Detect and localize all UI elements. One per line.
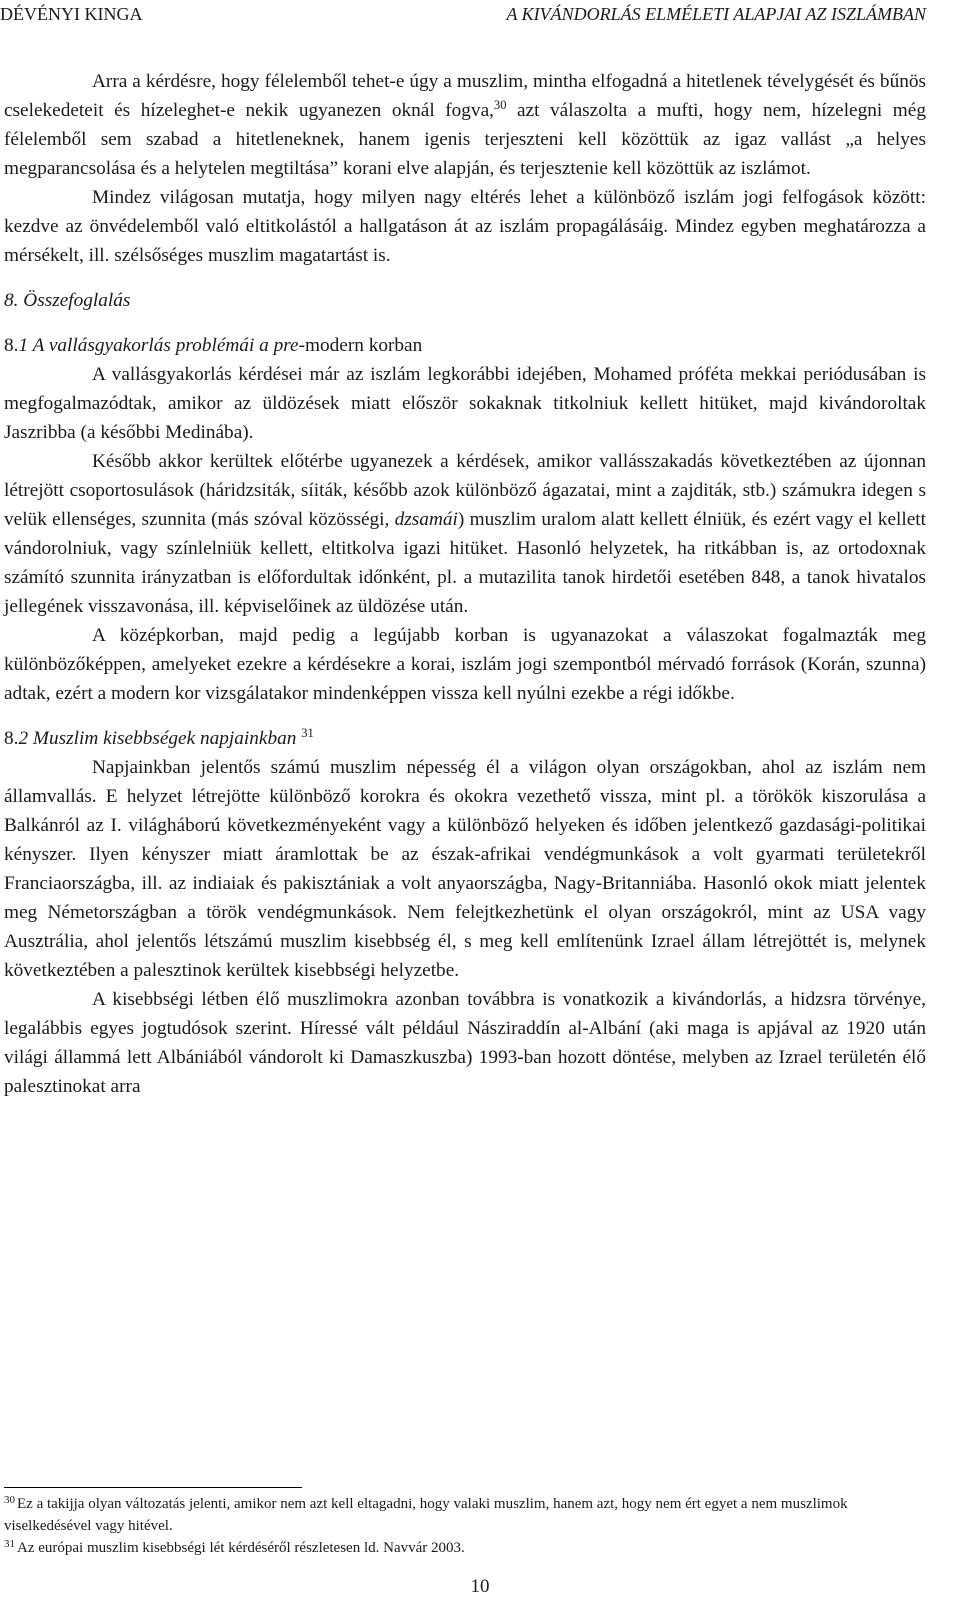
paragraph-2: Mindez világosan mutatja, hogy milyen nagy eltérés lehet a különböző iszlám jogi felfogások között: kezdve az önvédelemből való eltitkolástól a hallgatáson át az iszlám propagálásáig. Mindez egyben meghatározza a mérsékelt, ill. szélsőséges muszlim magatartást is. — [4, 187, 926, 266]
running-header — [0, 3, 926, 25]
header-author: DÉVÉNYI KINGA — [0, 4, 143, 24]
footnotes — [4, 1493, 926, 1559]
spacer — [4, 708, 926, 724]
footnote-ref-31[interactable]: 31 — [301, 726, 314, 740]
footnote-ref-30[interactable]: 30 — [493, 98, 507, 112]
subsection-8-1-title-plain: modern korban — [305, 335, 423, 356]
subsection-8-1-number: 8. — [4, 335, 19, 356]
paragraph-4-text-b: ) muszlim uralom alatt kellett élniük, és ezért vagy el kellett vándorolniuk, vagy színlelniük kellett, eltitkolva igazi hitüket. Hasonló helyzetek, ha ritkábban is, az ortodoxnak számító szunnita irányzatban is előfordultak időnként, pl. a mutazilita tanok hirdetői esetében 848, a tanok hivatalos jellegének visszavonása, ill. képviselőinek az üldözése után. — [4, 509, 926, 617]
paragraph-4 — [4, 447, 926, 621]
paragraph-3: A vallásgyakorlás kérdései már az iszlám legkorábbi idejében, Mohamed próféta mekkai periódusában is megfogalmazódtak, amikor az üldözések miatt először sokaknak titkolniuk kellett hitüket, majd kivándoroltak Jaszribba (a későbbi Medinába). — [4, 364, 926, 443]
header-title: A KIVÁNDORLÁS ELMÉLETI ALAPJAI AZ ISZLÁMBAN — [506, 4, 926, 24]
section-8-title: 8. Összefoglalás — [4, 290, 131, 311]
footnote-number: 31 — [4, 1538, 15, 1550]
subsection-8-2-number: 8. — [4, 728, 19, 749]
footnote-30 — [4, 1493, 926, 1537]
page-number: 10 — [470, 1576, 490, 1597]
footnote-divider — [4, 1487, 302, 1488]
paragraph-5: A középkorban, majd pedig a legújabb korban is ugyanazokat a válaszokat fogalmazták meg különbözőképpen, amelyeket ezekre a kérdésekre a korai, iszlám jogi szempontból mérvadó források (Korán, szunna) adtak, ezért a modern kor vizsgálatakor mindenképpen vissza kell nyúlni ezekbe a régi időkbe. — [4, 625, 926, 704]
spacer — [4, 315, 926, 331]
subsection-8-2-title: 2 Muszlim kisebbségek napjainkban — [18, 728, 297, 749]
footnote-text: Ez a takijja olyan változatás jelenti, amikor nem azt kell eltagadni, hogy valaki muszlim, hanem azt, hogy nem ért egyet a nem muszlimok viselkedésével vagy hitével. — [4, 1496, 848, 1534]
paragraph-1 — [4, 67, 926, 183]
footnote-31 — [4, 1537, 926, 1559]
subsection-heading-8-1 — [4, 331, 926, 360]
section-heading-8 — [4, 286, 926, 315]
main-text — [4, 67, 926, 1101]
paragraph-1-text-b: azt válaszolta a mufti, hogy nem, hízelegni még félelemből sem szabad a hitetleneknek, hanem igenis terjeszteni kell közöttük az igaz vallást „a helyes megparancsolása és a helytelen megtiltása” korani elve alapján, és terjesztenie kell közöttük az iszlámot. — [4, 100, 926, 179]
spacer — [4, 270, 926, 286]
paragraph-4-italic-term: dzsamái — [394, 509, 458, 530]
paragraph-7: A kisebbségi létben élő muszlimokra azonban továbbra is vonatkozik a kivándorlás, a hidzsra törvénye, legalábbis egyes jogtudósok szerint. Híressé vált például Násziraddín al-Albání (aki maga is apjával az 1920 után világi állammá lett Albániából vándorolt ki Damaszkuszba) 1993-ban hozott döntése, melyben az Izrael területén élő palesztinokat arra — [4, 989, 926, 1097]
paragraph-1-text-a: Arra a kérdésre, hogy félelemből tehet-e úgy a muszlim, mintha elfogadná a hitetlenek tévelygését és bűnös cselekedeteit és hízeleghet-e nekik ugyanezen oknál fogva, — [4, 71, 926, 121]
subsection-heading-8-2 — [4, 724, 926, 753]
paragraph-6: Napjainkban jelentős számú muszlim népesség él a világon olyan országokban, ahol az iszlám nem államvallás. E helyzet létrejötte különböző korokra és okokra vezethető vissza, mint pl. a törökök kiszorulása a Balkánról az I. világháború következményeként vagy a különböző helyeken és időben jelentkező gazdasági-politikai kényszer. Ilyen kényszer miatt áramlottak be az észak-afrikai vendégmunkások a volt gyarmati területekről Franciaországba, ill. az indiaiak és pakisztániak a volt anyaországba, Nagy-Britanniába. Hasonló okok miatt jelentek meg Németországban a török vendégmunkások. Nem felejtkezhetünk el olyan országokról, mint az USA vagy Ausztrália, ahol jelentős létszámú muszlim kisebbség él, s meg kell említenünk Izrael állam létrejöttét is, melynek következtében a palesztinok kerültek kisebbségi helyzetbe. — [4, 757, 926, 981]
subsection-8-1-title-italic: 1 A vallásgyakorlás problémái a pre- — [18, 335, 305, 356]
paragraph-4-text-a: Később akkor kerültek előtérbe ugyanezek a kérdések, amikor vallásszakadás következtében az újonnan létrejött csoportosulások (háridzsiták, síiták, később azok különböző ágazatai, mint a zajditák, stb.) számukra idegen s velük ellenséges, szunnita (más szóval közösségi, — [4, 451, 926, 530]
footnote-number: 30 — [4, 1494, 15, 1506]
footnote-text: Az európai muszlim kisebbségi lét kérdéséről részletesen ld. Navvár 2003. — [17, 1540, 465, 1556]
